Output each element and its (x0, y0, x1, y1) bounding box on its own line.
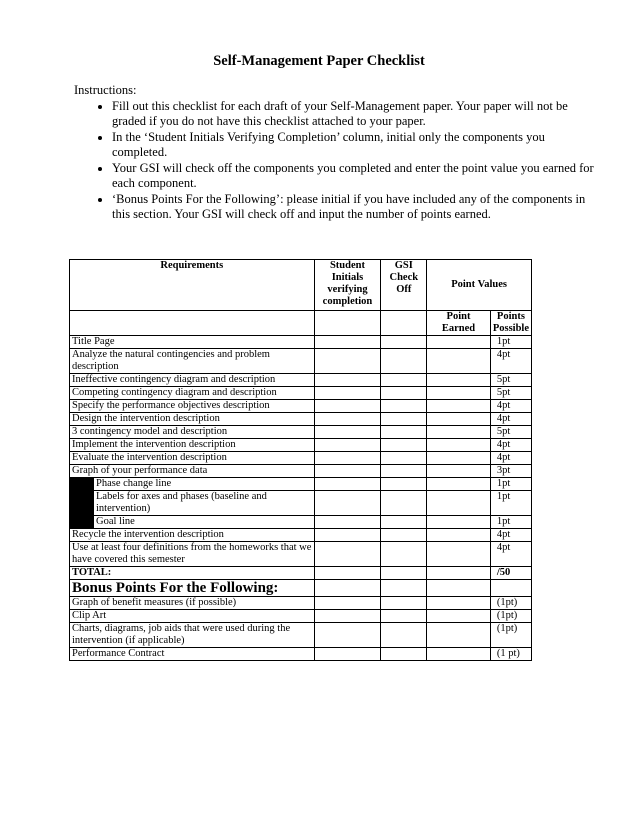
requirement-text: Phase change line (96, 478, 172, 489)
table-row (70, 567, 532, 580)
requirement-text: Clip Art (72, 610, 107, 621)
point-earned-cell[interactable] (427, 413, 491, 426)
requirement-cell (70, 491, 315, 516)
student-initials-cell[interactable] (314, 349, 381, 374)
requirement-text: Specify the performance objectives description (72, 400, 270, 411)
gsi-check-cell[interactable] (381, 580, 427, 597)
header-point-values: Point Values (427, 260, 532, 311)
requirement-cell (70, 349, 315, 374)
student-initials-cell[interactable] (314, 452, 381, 465)
student-initials-cell[interactable] (314, 400, 381, 413)
point-earned-cell[interactable] (427, 542, 491, 567)
indent-block (70, 491, 94, 515)
requirement-text: Competing contingency diagram and description (72, 387, 277, 398)
table-row (70, 597, 532, 610)
points-possible-cell: 3pt (490, 465, 531, 478)
points-possible-cell: (1 pt) (490, 648, 531, 661)
instruction-item: • In the ‘Student Initials Verifying Completion’ column, initial only the components you completed. (112, 130, 602, 160)
requirement-cell (70, 597, 315, 610)
table-row (70, 439, 532, 452)
requirement-cell (70, 465, 315, 478)
requirement-text: 3 contingency model and description (72, 426, 228, 437)
point-earned-cell[interactable] (427, 387, 491, 400)
indent-block (70, 516, 94, 528)
requirement-cell (70, 623, 315, 648)
requirement-text: Graph of your performance data (72, 465, 208, 476)
requirement-cell (70, 516, 315, 529)
table-row (70, 648, 532, 661)
instructions-list (74, 99, 602, 223)
requirement-text: Recycle the intervention description (72, 529, 224, 540)
requirement-cell (70, 400, 315, 413)
requirement-text: Evaluate the intervention description (72, 452, 227, 463)
table-row (70, 529, 532, 542)
student-initials-cell[interactable] (314, 597, 381, 610)
empty-cell (70, 311, 315, 336)
requirement-cell (70, 610, 315, 623)
requirement-text: TOTAL: (72, 567, 112, 578)
points-possible-cell: 5pt (490, 426, 531, 439)
points-possible-cell: 1pt (490, 336, 531, 349)
requirement-text: Title Page (72, 336, 115, 347)
points-possible-cell: 4pt (490, 529, 531, 542)
requirement-text: Performance Contract (72, 648, 165, 659)
table-row (70, 426, 532, 439)
table-row (70, 336, 532, 349)
gsi-check-cell[interactable] (381, 597, 427, 610)
gsi-check-cell[interactable] (381, 491, 427, 516)
table-row (70, 400, 532, 413)
header-points-possible: Points Possible (490, 311, 531, 336)
point-earned-cell[interactable] (427, 623, 491, 648)
table-row (70, 580, 532, 597)
student-initials-cell[interactable] (314, 413, 381, 426)
header-student-initials: Student Initials verifying completion (314, 260, 381, 311)
empty-cell (381, 311, 427, 336)
points-possible-cell: 1pt (490, 491, 531, 516)
points-possible-cell: 4pt (490, 349, 531, 374)
requirement-text: Goal line (96, 516, 135, 527)
points-possible-cell: (1pt) (490, 610, 531, 623)
student-initials-cell[interactable] (314, 491, 381, 516)
requirement-text: Labels for axes and phases (baseline and intervention) (96, 491, 267, 514)
requirement-text: Implement the intervention description (72, 439, 236, 450)
requirement-cell (70, 387, 315, 400)
gsi-check-cell[interactable] (381, 400, 427, 413)
instruction-item: • ‘Bonus Points For the Following’: please initial if you have included any of the components in this section. Your GSI will check off and input the number of points earned. (112, 192, 602, 222)
gsi-check-cell[interactable] (381, 567, 427, 580)
point-earned-cell[interactable] (427, 400, 491, 413)
requirement-cell (70, 413, 315, 426)
requirement-text: Analyze the natural contingencies and problem description (72, 349, 270, 372)
requirement-cell (70, 336, 315, 349)
gsi-check-cell[interactable] (381, 387, 427, 400)
point-earned-cell[interactable] (427, 452, 491, 465)
gsi-check-cell[interactable] (381, 465, 427, 478)
requirement-cell (70, 452, 315, 465)
header-point-earned: Point Earned (427, 311, 491, 336)
point-earned-cell[interactable] (427, 567, 491, 580)
student-initials-cell[interactable] (314, 426, 381, 439)
requirement-cell (70, 580, 315, 597)
points-possible-cell: 4pt (490, 400, 531, 413)
gsi-check-cell[interactable] (381, 336, 427, 349)
points-possible-cell: 5pt (490, 374, 531, 387)
checklist-table (69, 259, 532, 661)
table-row (70, 452, 532, 465)
gsi-check-cell[interactable] (381, 516, 427, 529)
table-row (70, 387, 532, 400)
points-possible-cell: (1pt) (490, 623, 531, 648)
student-initials-cell[interactable] (314, 580, 381, 597)
gsi-check-cell[interactable] (381, 452, 427, 465)
bonus-section-title: Bonus Points For the Following: (72, 580, 279, 596)
table-row (70, 465, 532, 478)
gsi-check-cell[interactable] (381, 413, 427, 426)
table-row (70, 610, 532, 623)
gsi-check-cell[interactable] (381, 610, 427, 623)
gsi-check-cell[interactable] (381, 478, 427, 491)
table-row (70, 478, 532, 491)
empty-cell (314, 311, 381, 336)
student-initials-cell[interactable] (314, 542, 381, 567)
student-initials-cell[interactable] (314, 439, 381, 452)
requirement-cell (70, 648, 315, 661)
header-requirements: Requirements (70, 260, 315, 311)
student-initials-cell[interactable] (314, 567, 381, 580)
instruction-item: • Your GSI will check off the components you completed and enter the point value you earned for each component. (112, 161, 602, 191)
gsi-check-cell[interactable] (381, 374, 427, 387)
table-row (70, 516, 532, 529)
student-initials-cell[interactable] (314, 529, 381, 542)
point-earned-cell[interactable] (427, 336, 491, 349)
table-subheader-row (70, 311, 532, 336)
student-initials-cell[interactable] (314, 465, 381, 478)
requirement-cell (70, 439, 315, 452)
table-row (70, 542, 532, 567)
point-earned-cell[interactable] (427, 374, 491, 387)
requirement-cell (70, 542, 315, 567)
requirement-cell (70, 567, 315, 580)
student-initials-cell[interactable] (314, 610, 381, 623)
point-earned-cell[interactable] (427, 516, 491, 529)
point-earned-cell[interactable] (427, 610, 491, 623)
student-initials-cell[interactable] (314, 478, 381, 491)
student-initials-cell[interactable] (314, 336, 381, 349)
gsi-check-cell[interactable] (381, 542, 427, 567)
student-initials-cell[interactable] (314, 648, 381, 661)
points-possible-cell: (1pt) (490, 597, 531, 610)
points-possible-cell: 5pt (490, 387, 531, 400)
point-earned-cell[interactable] (427, 349, 491, 374)
student-initials-cell[interactable] (314, 387, 381, 400)
requirement-text: Ineffective contingency diagram and description (72, 374, 276, 385)
header-gsi-check: GSI Check Off (381, 260, 427, 311)
page-title: Self-Management Paper Checklist (213, 53, 425, 69)
student-initials-cell[interactable] (314, 516, 381, 529)
requirement-text: Use at least four definitions from the homeworks that we have covered this semester (72, 542, 312, 565)
requirement-cell (70, 478, 315, 491)
point-earned-cell[interactable] (427, 580, 491, 597)
table-row (70, 491, 532, 516)
point-earned-cell[interactable] (427, 529, 491, 542)
requirement-text: Graph of benefit measures (if possible) (72, 597, 237, 608)
points-possible-cell: /50 (490, 567, 531, 580)
requirement-text: Charts, diagrams, job aids that were used during the intervention (if applicable) (72, 623, 291, 646)
point-earned-cell[interactable] (427, 491, 491, 516)
gsi-check-cell[interactable] (381, 623, 427, 648)
table-row (70, 413, 532, 426)
points-possible-cell: 4pt (490, 439, 531, 452)
table-row (70, 623, 532, 648)
table-header-row (70, 260, 532, 311)
point-earned-cell[interactable] (427, 465, 491, 478)
point-earned-cell[interactable] (427, 426, 491, 439)
point-earned-cell[interactable] (427, 478, 491, 491)
points-possible-cell: 1pt (490, 516, 531, 529)
table-row (70, 374, 532, 387)
points-possible-cell: 4pt (490, 413, 531, 426)
student-initials-cell[interactable] (314, 623, 381, 648)
points-possible-cell (490, 580, 531, 597)
requirement-cell (70, 374, 315, 387)
instruction-item: • Fill out this checklist for each draft of your Self-Management paper. Your paper will not be graded if you do not have this checklist attached to your paper. (112, 99, 602, 129)
points-possible-cell: 4pt (490, 542, 531, 567)
requirement-cell (70, 529, 315, 542)
indent-block (70, 478, 94, 490)
points-possible-cell: 1pt (490, 478, 531, 491)
student-initials-cell[interactable] (314, 374, 381, 387)
points-possible-cell: 4pt (490, 452, 531, 465)
point-earned-cell[interactable] (427, 597, 491, 610)
gsi-check-cell[interactable] (381, 349, 427, 374)
gsi-check-cell[interactable] (381, 439, 427, 452)
point-earned-cell[interactable] (427, 439, 491, 452)
gsi-check-cell[interactable] (381, 426, 427, 439)
gsi-check-cell[interactable] (381, 648, 427, 661)
gsi-check-cell[interactable] (381, 529, 427, 542)
requirement-cell (70, 426, 315, 439)
point-earned-cell[interactable] (427, 648, 491, 661)
requirement-text: Design the intervention description (72, 413, 220, 424)
instructions-label: Instructions: (74, 83, 137, 97)
table-row (70, 349, 532, 374)
